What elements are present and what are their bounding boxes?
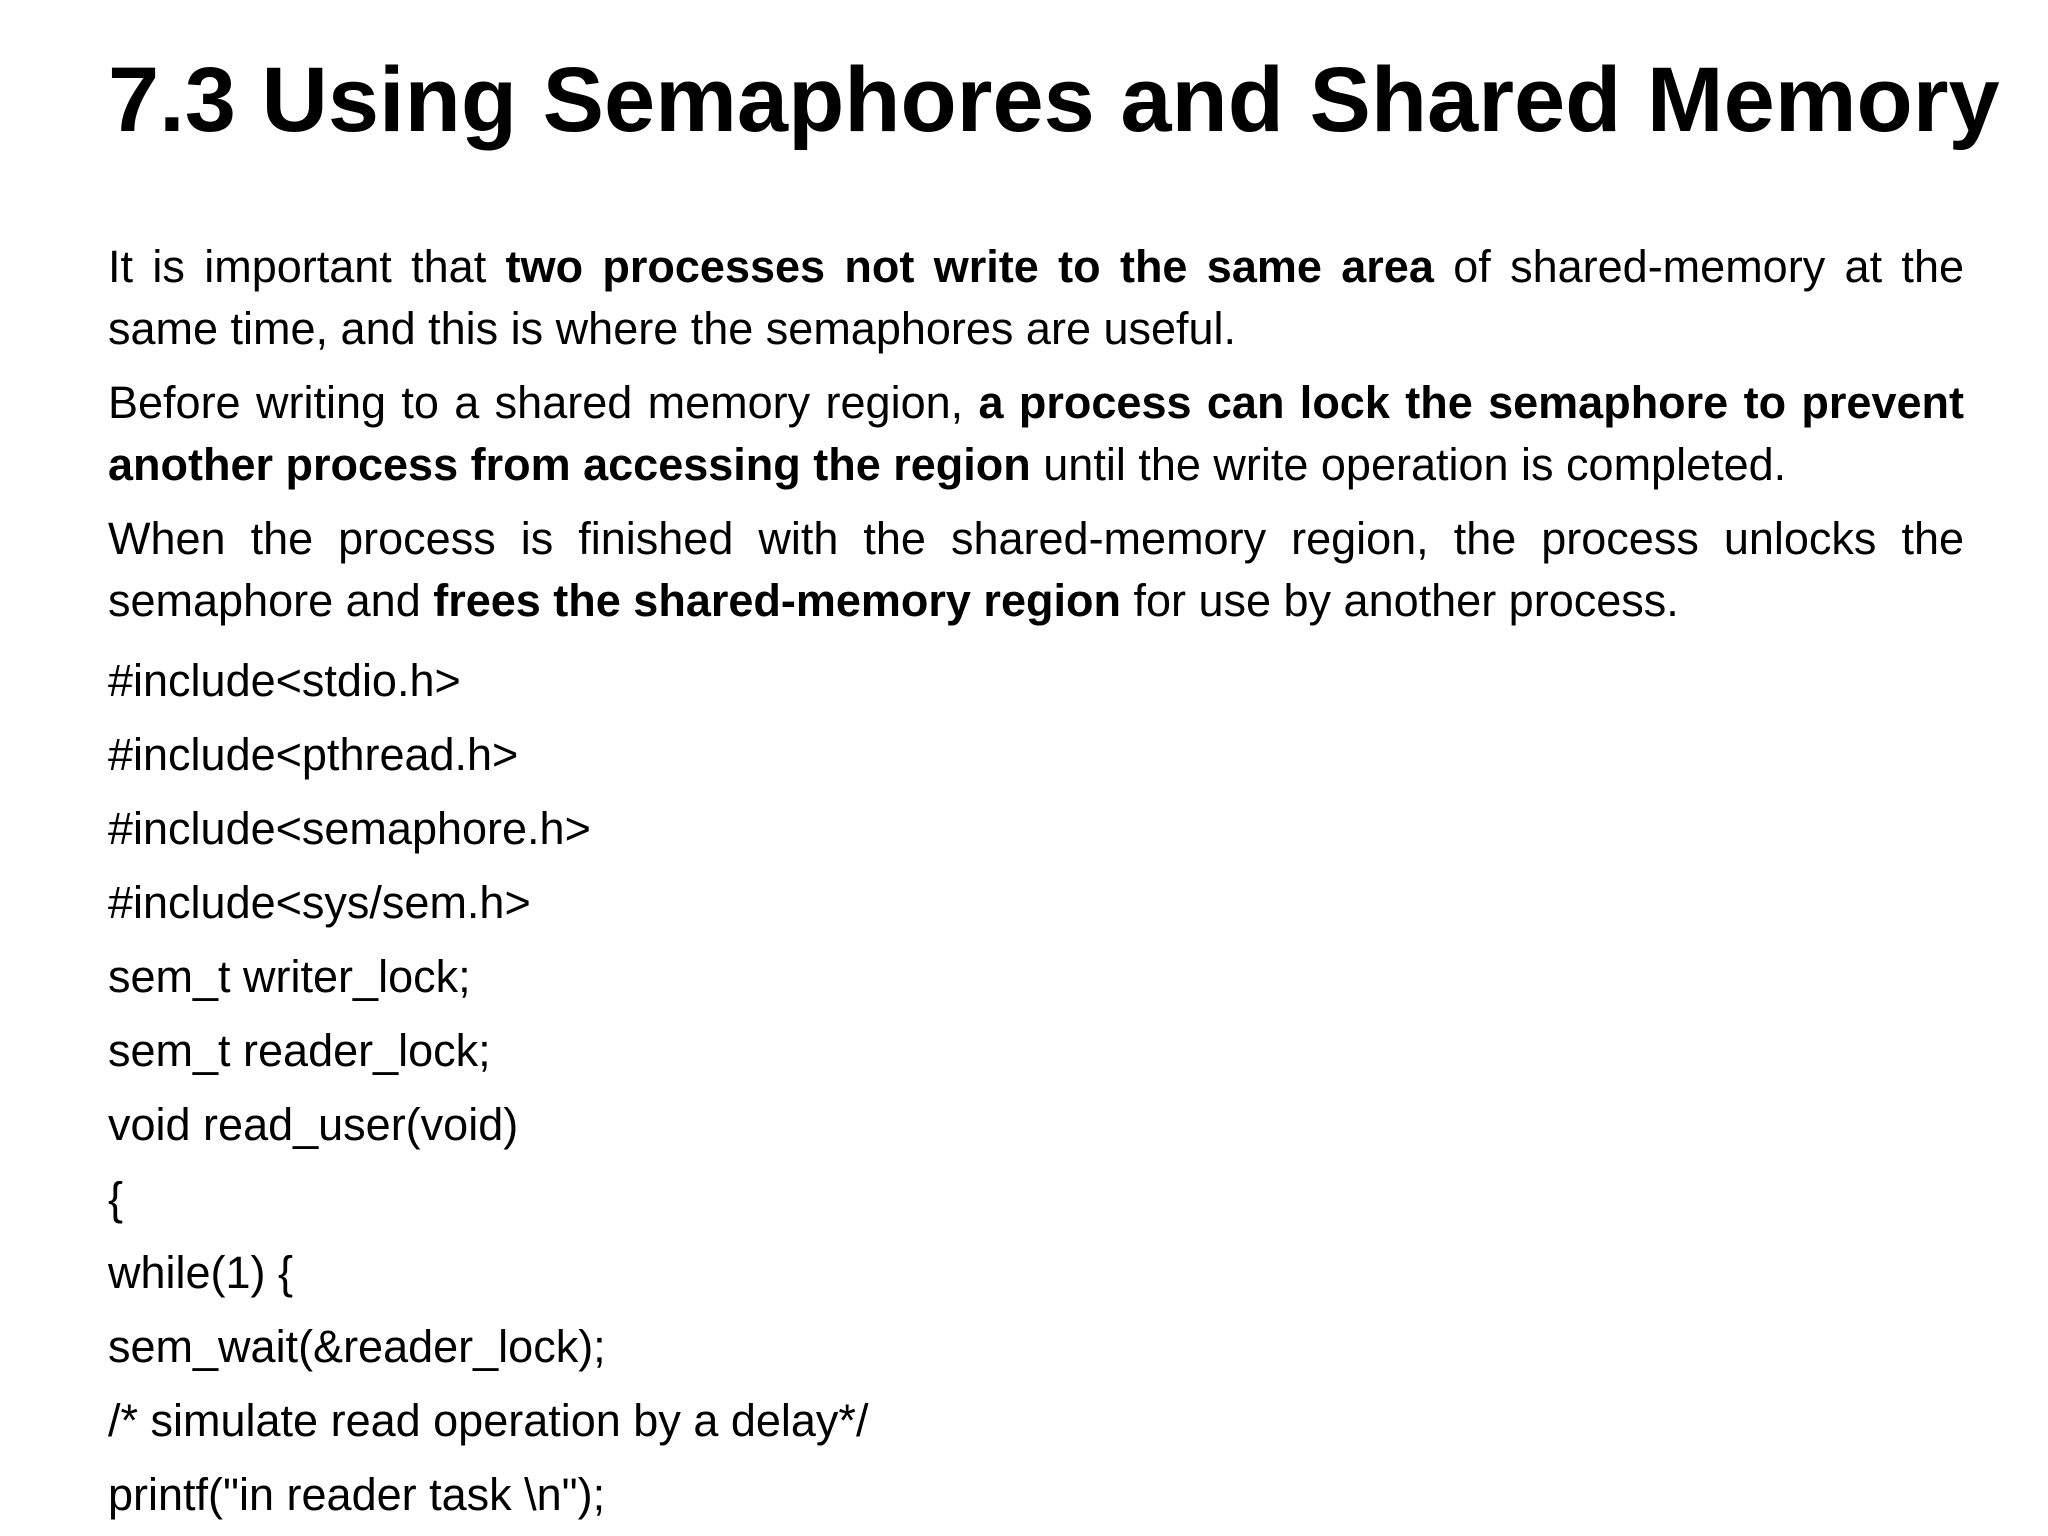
paragraph-1-bold: two processes not write to the same area (505, 241, 1434, 292)
paragraph-2-text-b: until the write operation is completed. (1030, 439, 1787, 490)
paragraph-3-bold: frees the shared-memory region (433, 575, 1121, 626)
code-line: void read_user(void) (108, 1099, 519, 1150)
code-line: #include<stdio.h> (108, 655, 461, 706)
paragraph-1 (108, 236, 1964, 360)
paragraph-2 (108, 372, 1964, 496)
paragraph-3-text-b: for use by another process. (1120, 575, 1679, 626)
code-line: sem_t writer_lock; (108, 951, 471, 1002)
paragraph-3-text-a: When the process is finished with the shared-memory region, the process unlocks the semaphore and (108, 513, 1964, 626)
code-line: sem_t reader_lock; (108, 1025, 491, 1076)
code-line: /* simulate read operation by a delay*/ (108, 1395, 869, 1446)
paragraph-1-text-b: of shared-memory at the same time, and this is where the semaphores are useful. (108, 241, 1964, 354)
code-line: #include<pthread.h> (108, 729, 519, 780)
code-line: sem_wait(&reader_lock); (108, 1321, 606, 1372)
code-line: { (108, 1173, 124, 1224)
code-listing (108, 644, 1964, 1532)
code-line: #include<sys/sem.h> (108, 877, 531, 928)
paragraph-2-text-a: Before writing to a shared memory region, (108, 377, 979, 428)
code-line: printf("in reader task \n"); (108, 1469, 606, 1520)
paragraph-1-text-a: It is important that (108, 241, 506, 292)
paragraph-2-bold: a process can lock the semaphore to prevent another process from accessing the region (108, 377, 1964, 490)
slide-body (108, 236, 1964, 1532)
paragraph-3 (108, 508, 1964, 632)
code-line: while(1) { (108, 1247, 294, 1298)
code-line: #include<semaphore.h> (108, 803, 591, 854)
slide-title: 7.3 Using Semaphores and Shared Memory (108, 49, 2000, 151)
